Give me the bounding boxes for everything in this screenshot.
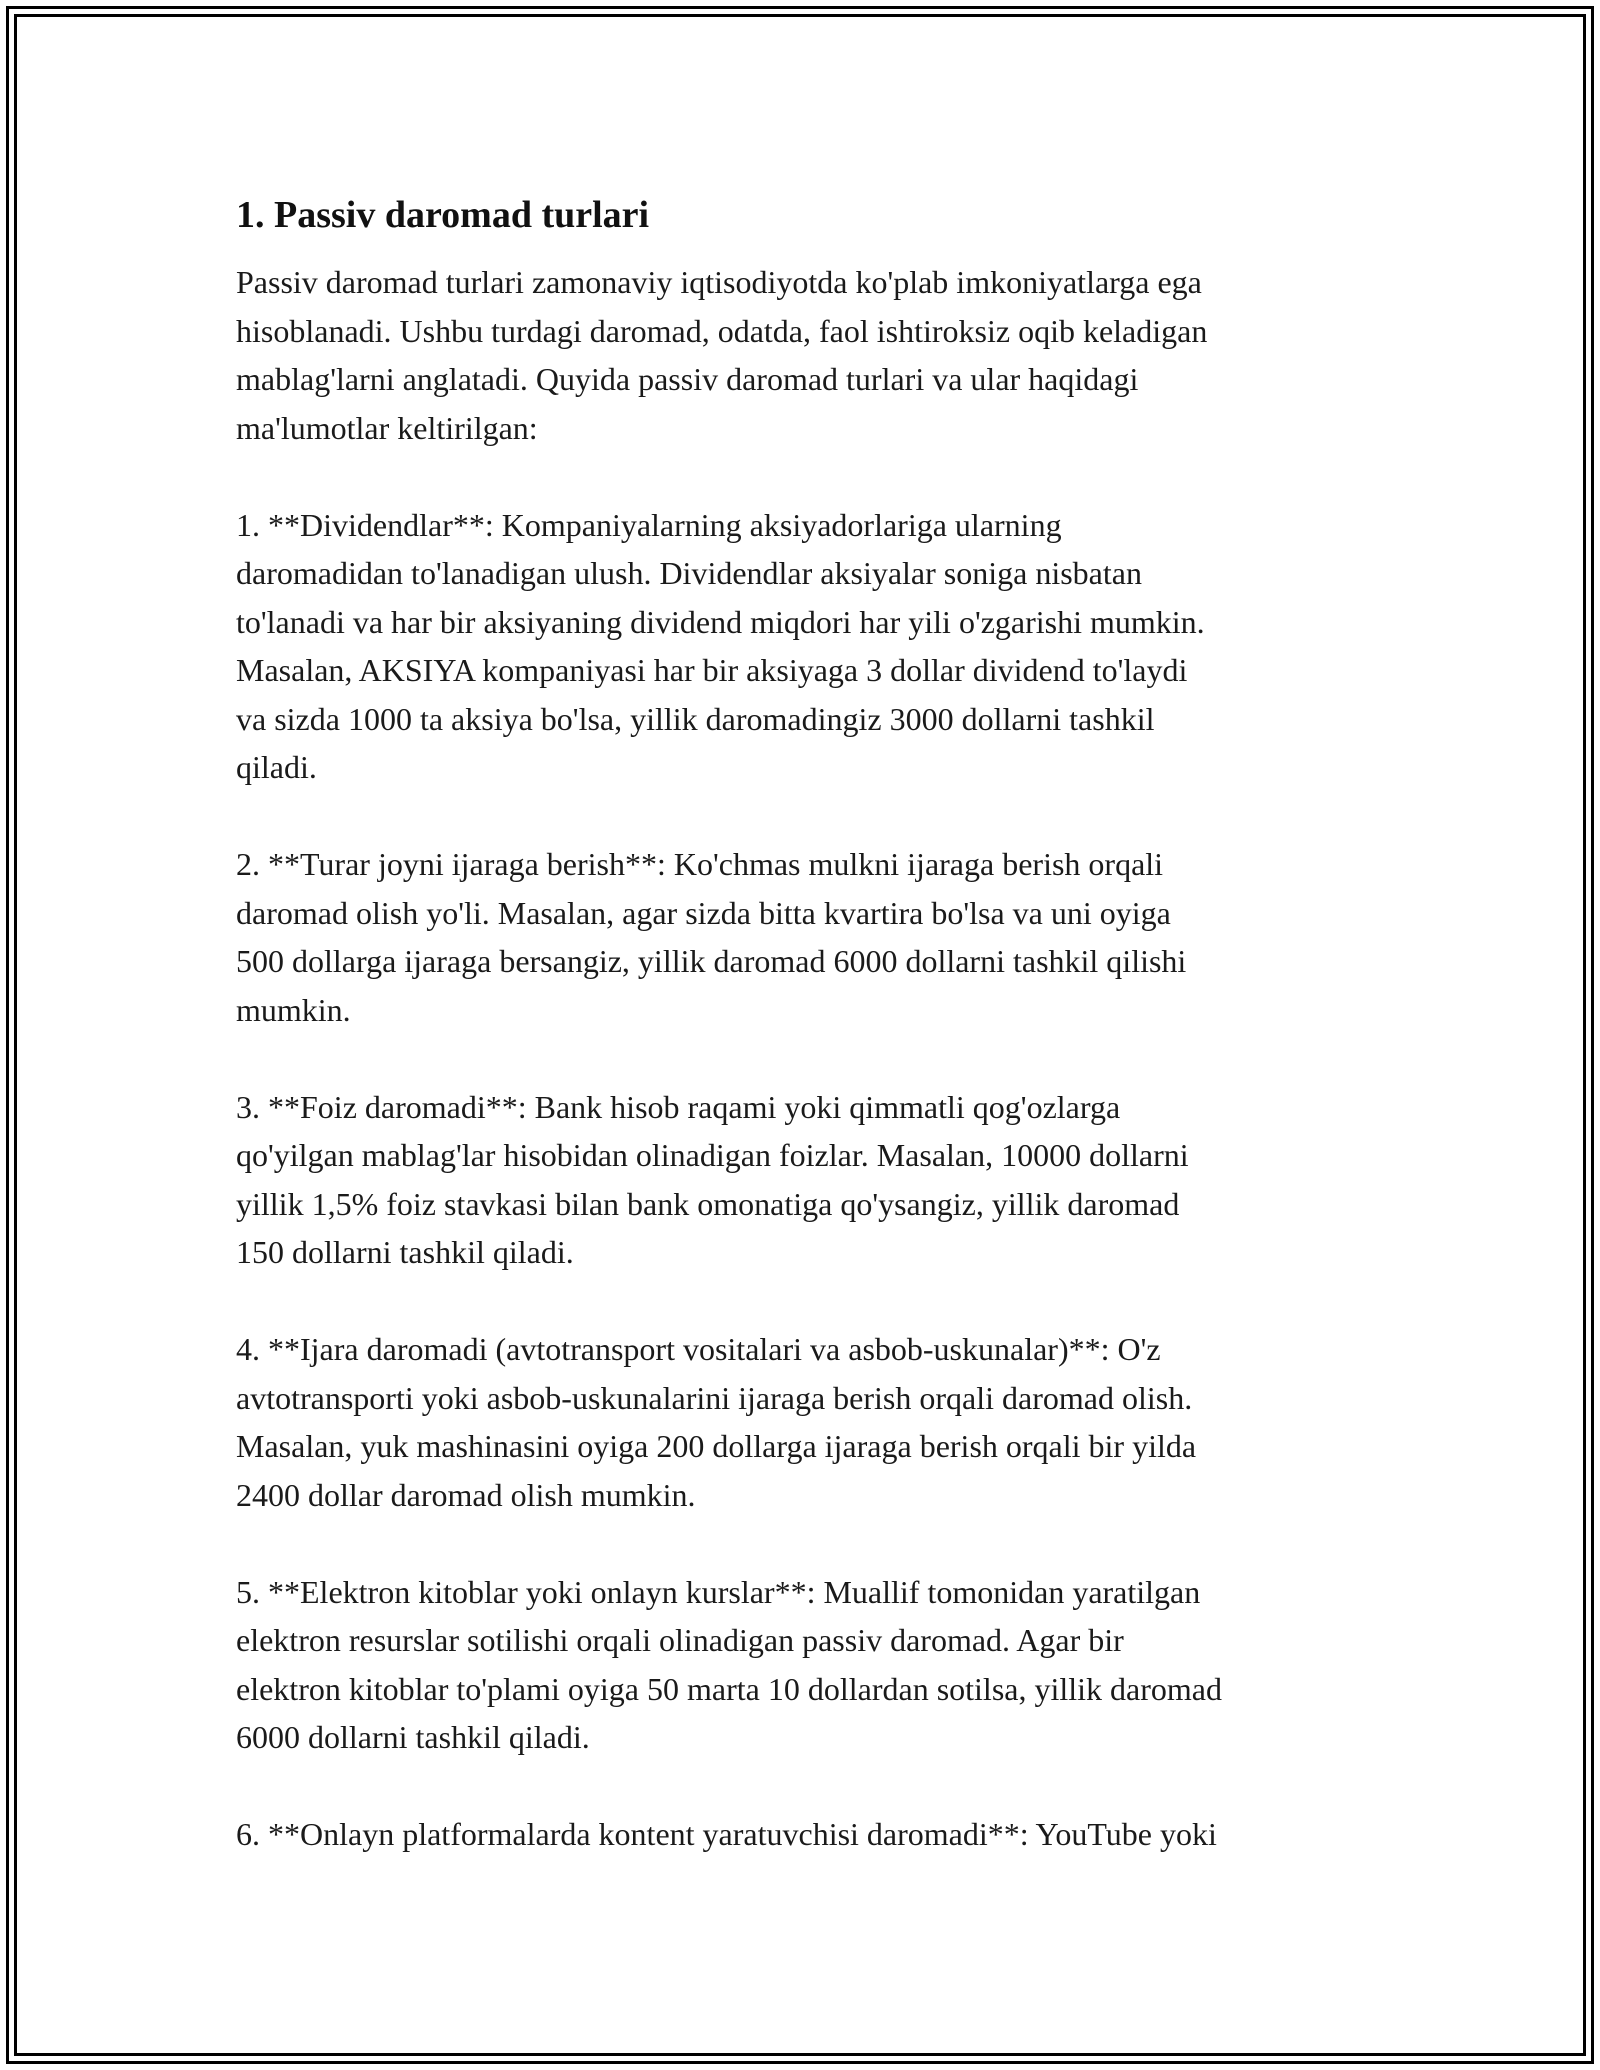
- list-item-interest: [236, 1083, 1376, 1277]
- text-line: yillik 1,5% foiz stavkasi bilan bank omonatiga qo'ysangiz, yillik daromad: [236, 1185, 1180, 1222]
- text-line: qo'yilgan mablag'lar hisobidan olinadigan foizlar. Masalan, 10000 dollarni: [236, 1137, 1189, 1173]
- list-item-content-creator: [236, 1810, 1376, 1859]
- text-line: 6. **Onlayn platformalarda kontent yaratuvchisi daromadi**: YouTube yoki: [236, 1816, 1217, 1852]
- text-line: daromad olish yo'li. Masalan, agar sizda bitta kvartira bo'lsa va uni oyiga: [236, 894, 1171, 931]
- text-line: 2400 dollar daromad olish mumkin.: [236, 1476, 696, 1513]
- list-item-equipment-rental: [236, 1325, 1376, 1519]
- text-line: to'lanadi va har bir aksiyaning dividend miqdori har yili o'zgarishi mumkin.: [236, 603, 1205, 640]
- text-line: ma'lumotlar keltirilgan:: [236, 409, 538, 446]
- text-line: 5. **Elektron kitoblar yoki onlayn kurslar**: Muallif tomonidan yaratilgan: [236, 1573, 1201, 1610]
- text-line: 6000 dollarni tashkil qiladi.: [236, 1719, 590, 1755]
- text-line: 1. **Dividendlar**: Kompaniyalarning aksiyadorlariga ularning: [236, 506, 1062, 543]
- text-line: 3. **Foiz daromadi**: Bank hisob raqami yoki qimmatli qog'ozlarga: [236, 1088, 1121, 1125]
- text-line: mumkin.: [236, 991, 351, 1028]
- text-line: 4. **Ijara daromadi (avtotransport vositalari va asbob-uskunalar)**: O'z: [236, 1331, 1161, 1367]
- section-heading: 1. Passiv daromad turlari: [236, 194, 650, 236]
- text-line: 150 dollarni tashkil qiladi.: [236, 1234, 574, 1270]
- list-item-dividends: [236, 501, 1376, 792]
- text-line: Masalan, yuk mashinasini oyiga 200 dollarga ijaraga berish orqali bir yilda: [236, 1428, 1197, 1464]
- document-body: [236, 190, 1376, 1907]
- text-line: va sizda 1000 ta aksiya bo'lsa, yillik daromadingiz 3000 dollarni tashkil: [236, 700, 1155, 737]
- text-line: qiladi.: [236, 749, 317, 785]
- text-line: 2. **Turar joyni ijaraga berish**: Ko'chmas mulkni ijaraga berish orqali: [236, 846, 1164, 882]
- intro-paragraph: [236, 258, 1376, 452]
- list-item-rental: [236, 840, 1376, 1034]
- text-line: elektron resurslar sotilishi orqali olinadigan passiv daromad. Agar bir: [236, 1622, 1124, 1658]
- text-line: 500 dollarga ijaraga bersangiz, yillik daromad 6000 dollarni tashkil qilishi: [236, 943, 1187, 979]
- text-line: elektron kitoblar to'plami oyiga 50 marta 10 dollardan sotilsa, yillik daromad: [236, 1670, 1222, 1707]
- list-item-ebooks: [236, 1568, 1376, 1762]
- text-line: avtotransporti yoki asbob-uskunalarini ijaraga berish orqali daromad olish.: [236, 1379, 1193, 1416]
- text-line: Masalan, AKSIYA kompaniyasi har bir aksiyaga 3 dollar dividend to'laydi: [236, 652, 1188, 688]
- text-line: Passiv daromad turlari zamonaviy iqtisodiyotda ko'plab imkoniyatlarga ega: [236, 264, 1202, 300]
- text-line: mablag'larni anglatadi. Quyida passiv daromad turlari va ular haqidagi: [236, 361, 1139, 397]
- text-line: daromadidan to'lanadigan ulush. Dividendlar aksiyalar soniga nisbatan: [236, 555, 1142, 591]
- text-line: hisoblanadi. Ushbu turdagi daromad, odatda, faol ishtiroksiz oqib keladigan: [236, 312, 1208, 349]
